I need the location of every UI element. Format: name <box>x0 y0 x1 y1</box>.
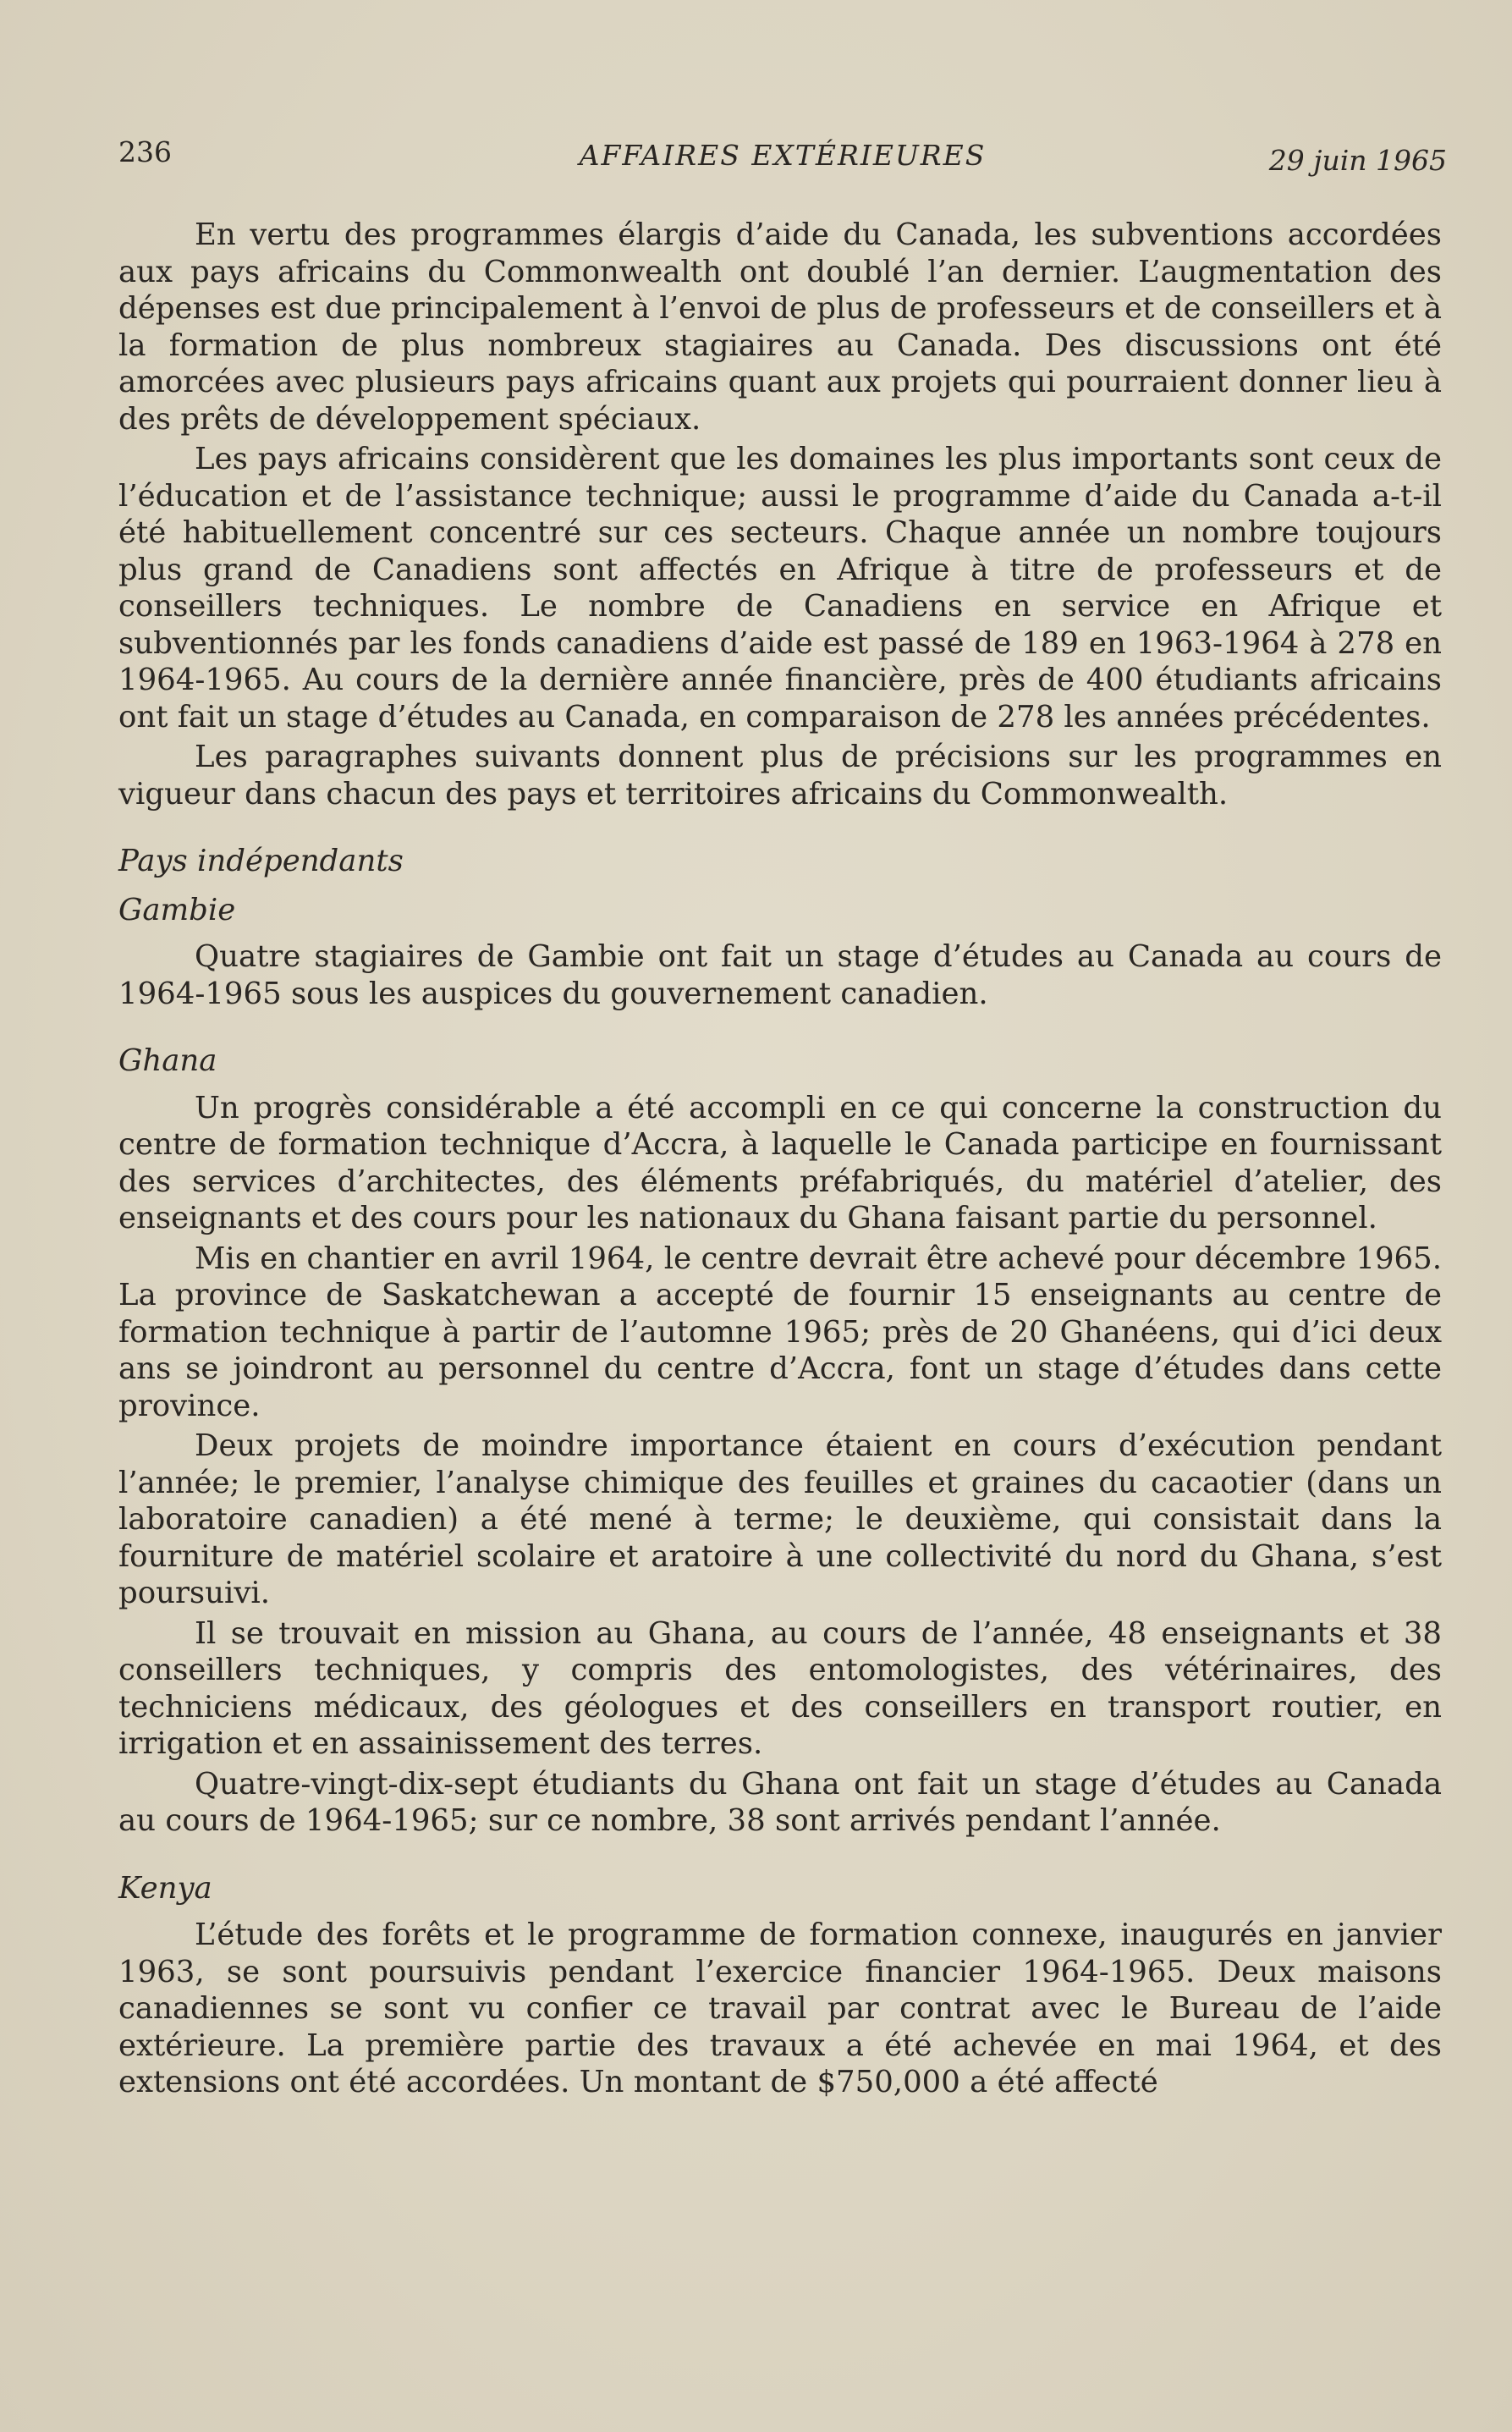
paragraph-ghana-4: Il se trouvait en mission au Ghana, au cours de l’année, 48 enseignants et 38 conseillers techniques, y compris des entomologistes, des vétérinaires, des techniciens médicaux, des géologues et des conseillers en transport routier, en irrigation et en assainissement des terres. <box>118 1615 1442 1761</box>
paragraph-kenya-1: L’étude des forêts et le programme de formation connexe, inaugurés en janvier 1963, se sont poursuivis pendant l’exercice financier 1964-1965. Deux maisons canadiennes se sont vu confier ce travail par contrat avec le Bureau de l’aide extérieure. La première partie des travaux a été achevée en mai 1964, et des extensions ont été accordées. Un montant de $750,000 a été affecté <box>118 1918 1442 2099</box>
subheading-ghana: Ghana <box>118 1043 217 1078</box>
running-title: AFFAIRES EXTÉRIEURES <box>579 139 987 172</box>
page-number: 236 <box>118 135 172 168</box>
paragraph-intro-3: Les paragraphes suivants donnent plus de précisions sur les programmes en vigueur dans chacun des pays et territoires africains du Commonwealth. <box>118 740 1442 812</box>
body-text <box>118 217 1442 2101</box>
paragraph-ghana-2: Mis en chantier en avril 1964, le centre devrait être achevé pour décembre 1965. La province de Saskatchewan a accepté de fournir 15 enseignants au centre de formation technique à partir de l’automne 1965; près de 20 Ghanéens, qui d’ici deux ans se joindront au personnel du centre d’Accra, font un stage d’études dans cette province. <box>118 1241 1442 1423</box>
paragraph-ghana-1: Un progrès considérable a été accompli en ce qui concerne la construction du centre de formation technique d’Accra, à laquelle le Canada participe en fournissant des services d’architectes, des éléments préfabriqués, du matériel d’atelier, des enseignants et des cours pour les nationaux du Ghana faisant partie du personnel. <box>118 1090 1442 1235</box>
paragraph-ghana-3: Deux projets de moindre importance étaient en cours d’exécution pendant l’année; le premier, l’analyse chimique des feuilles et graines du cacaotier (dans un laboratoire canadien) a été mené à terme; le deuxième, qui consistait dans la fourniture de matériel scolaire et aratoire à une collectivité du nord du Ghana, s’est poursuivi. <box>118 1428 1442 1610</box>
paragraph-gambie-1: Quatre stagiaires de Gambie ont fait un stage d’études au Canada au cours de 1964-1965 sous les auspices du gouvernement canadien. <box>118 939 1442 1011</box>
section-heading-pays-independants: Pays indépendants <box>118 844 404 878</box>
paragraph-ghana-5: Quatre-vingt-dix-sept étudiants du Ghana ont fait un stage d’études au Canada au cours de 1964-1965; sur ce nombre, 38 sont arrivés pendant l’année. <box>118 1766 1442 1838</box>
issue-date: 29 juin 1965 <box>1268 144 1447 177</box>
subheading-gambie: Gambie <box>118 892 236 927</box>
subheading-kenya: Kenya <box>118 1870 212 1906</box>
page-header <box>118 135 1447 186</box>
paragraph-intro-2: Les pays africains considèrent que les domaines les plus importants sont ceux de l’éducation et de l’assistance technique; aussi le programme d’aide du Canada a-t-il été habituellement concentré sur ces secteurs. Chaque année un nombre toujours plus grand de Canadiens sont affectés en Afrique à titre de professeurs et de conseillers techniques. Le nombre de Canadiens en service en Afrique et subventionnés par les fonds canadiens d’aide est passé de 189 en 1963-1964 à 278 en 1964-1965. Au cours de la dernière année financière, près de 400 étudiants africains ont fait un stage d’études au Canada, en comparaison de 278 les années précédentes. <box>118 442 1442 735</box>
paragraph-intro-1: En vertu des programmes élargis d’aide du Canada, les subventions accordées aux pays africains du Commonwealth ont doublé l’an dernier. L’augmentation des dépenses est due principalement à l’envoi de plus de professeurs et de conseillers et à la formation de plus nombreux stagiaires au Canada. Des discussions ont été amorcées avec plusieurs pays africains quant aux projets qui pourraient donner lieu à des prêts de développement spéciaux. <box>118 217 1442 437</box>
